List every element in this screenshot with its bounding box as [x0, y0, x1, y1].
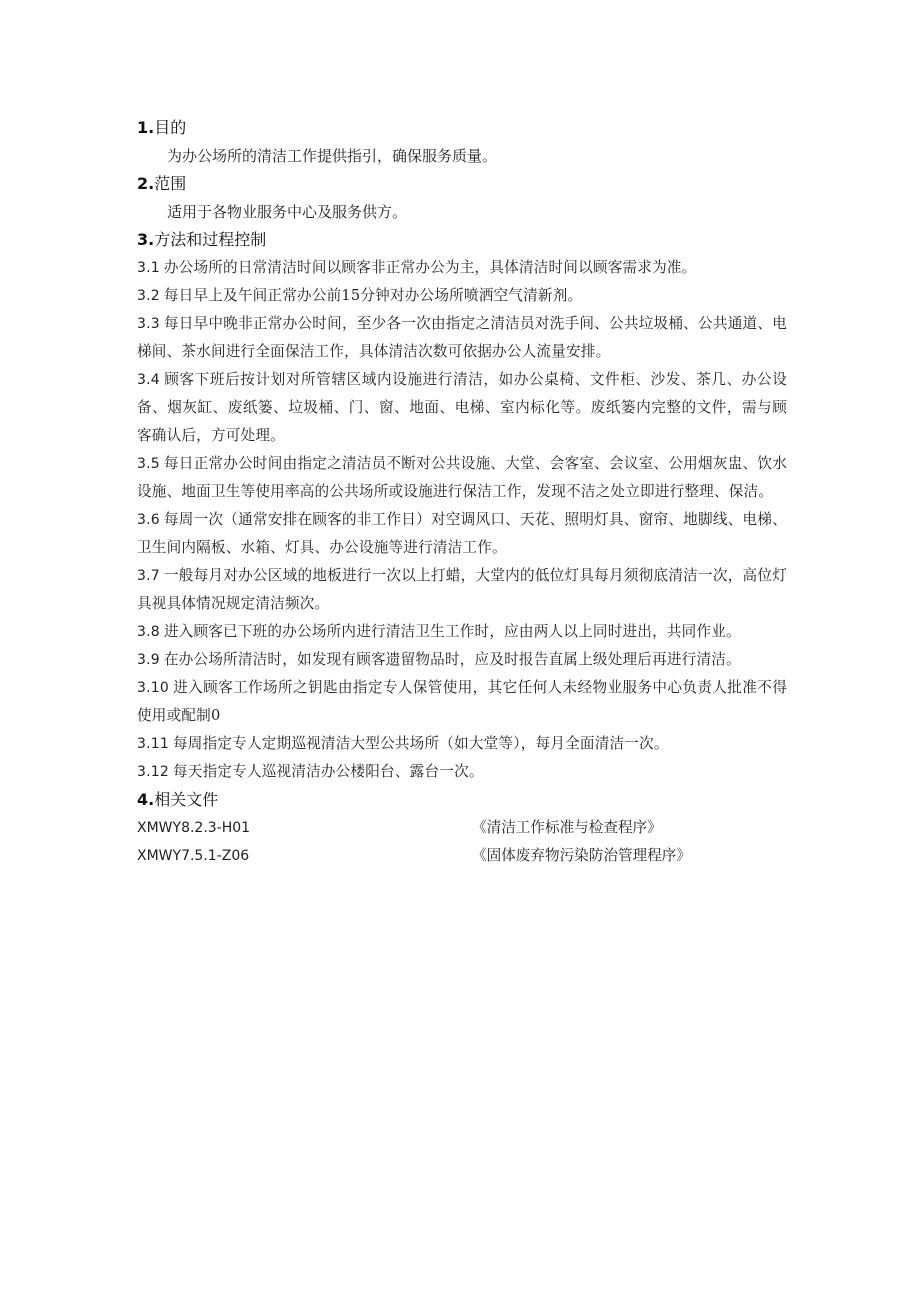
clause-3-8 [137, 618, 787, 646]
clause-3-6 [137, 506, 787, 562]
section-title: 目的 [154, 118, 187, 137]
clause-number: 3.6 [137, 512, 160, 528]
document-body [137, 114, 787, 870]
section-1-text: 为办公场所的清洁工作提供指引，确保服务质量。 [167, 147, 498, 165]
clause-number: 3.11 [137, 736, 169, 752]
section-2-heading [137, 170, 787, 198]
section-number: 2. [137, 174, 155, 193]
clause-text: 办公场所的日常清洁时间以顾客非正常办公为主，具体清洁时间以顾客需求为准。 [163, 259, 697, 276]
clause-text: 每天指定专人巡视清洁办公楼阳台、露台一次。 [172, 763, 484, 780]
clause-number: 3.10 [137, 680, 169, 696]
clause-number: 3.1 [137, 260, 160, 276]
clause-3-12 [137, 758, 787, 786]
section-3-heading [137, 226, 787, 254]
clause-3-7 [137, 562, 787, 618]
clause-3-10 [137, 674, 787, 730]
clause-text: 每日早上及午间正常办公前15分钟对办公场所喷洒空气清新剂。 [163, 287, 583, 304]
related-document-row [137, 842, 787, 870]
clause-text: 一般每月对办公区域的地板进行一次以上打蜡，大堂内的低位灯具每月须彻底清洁一次，高位灯具视具体情况规定清洁频次。 [137, 567, 787, 612]
section-number: 4. [137, 790, 155, 809]
clause-text: 每日正常办公时间由指定之清洁员不断对公共设施、大堂、会客室、会议室、公用烟灰盅、饮水设施、地面卫生等使用率高的公共场所或设施进行保洁工作，发现不洁之处立即进行整理、保洁。 [137, 455, 787, 500]
clause-text: 进入顾客已下班的办公场所内进行清洁卫生工作时，应由两人以上同时进出，共同作业。 [163, 623, 741, 640]
clause-number: 3.9 [137, 652, 160, 668]
clause-number: 3.5 [137, 456, 160, 472]
clause-text: 顾客下班后按计划对所管辖区域内设施进行清洁，如办公桌椅、文件柜、沙发、茶几、办公设备、烟灰缸、废纸篓、垃圾桶、门、窗、地面、电梯、室内标化等。废纸篓内完整的文件，需与顾客确认后，方可处理。 [137, 371, 787, 444]
document-code: XMWY7.5.1-Z06 [137, 848, 250, 864]
section-title: 相关文件 [154, 790, 219, 809]
clause-number: 3.2 [137, 288, 160, 304]
section-title: 范围 [154, 174, 187, 193]
document-code: XMWY8.2.3-H01 [137, 820, 251, 836]
clause-text: 每周一次（通常安排在顾客的非工作日）对空调风口、天花、照明灯具、窗帘、地脚线、电梯、卫生间内隔板、水箱、灯具、办公设施等进行清洁工作。 [137, 511, 787, 556]
clause-number: 3.3 [137, 316, 160, 332]
document-title: 《清洁工作标准与检查程序》 [472, 819, 662, 836]
clause-text: 进入顾客工作场所之钥匙由指定专人保管使用，其它任何人未经物业服务中心负责人批准不得使用或配制0 [137, 679, 787, 724]
section-title: 方法和过程控制 [154, 230, 267, 249]
section-4-heading [137, 786, 787, 814]
document-title: 《固体废弃物污染防治管理程序》 [472, 847, 691, 864]
clause-number: 3.12 [137, 764, 169, 780]
clause-text: 每周指定专人定期巡视清洁大型公共场所（如大堂等），每月全面清洁一次。 [172, 735, 669, 752]
clause-number: 3.4 [137, 372, 160, 388]
section-1-heading [137, 114, 787, 142]
section-2-text: 适用于各物业服务中心及服务供方。 [167, 203, 408, 221]
related-document-row [137, 814, 787, 842]
clause-text: 每日早中晚非正常办公时间，至少各一次由指定之清洁员对洗手间、公共垃圾桶、公共通道、电梯间、茶水间进行全面保洁工作，具体清洁次数可依据办公人流量安排。 [137, 315, 787, 360]
section-number: 3. [137, 230, 155, 249]
clause-3-4 [137, 366, 787, 450]
clause-3-3 [137, 310, 787, 366]
clause-3-5 [137, 450, 787, 506]
clause-3-1 [137, 254, 787, 282]
clause-3-9 [137, 646, 787, 674]
clause-number: 3.7 [137, 568, 160, 584]
clause-3-11 [137, 730, 787, 758]
clause-3-2 [137, 282, 787, 310]
clause-number: 3.8 [137, 624, 160, 640]
section-number: 1. [137, 118, 155, 137]
clause-text: 在办公场所清洁时，如发现有顾客遗留物品时，应及时报告直属上级处理后再进行清洁。 [163, 651, 741, 668]
